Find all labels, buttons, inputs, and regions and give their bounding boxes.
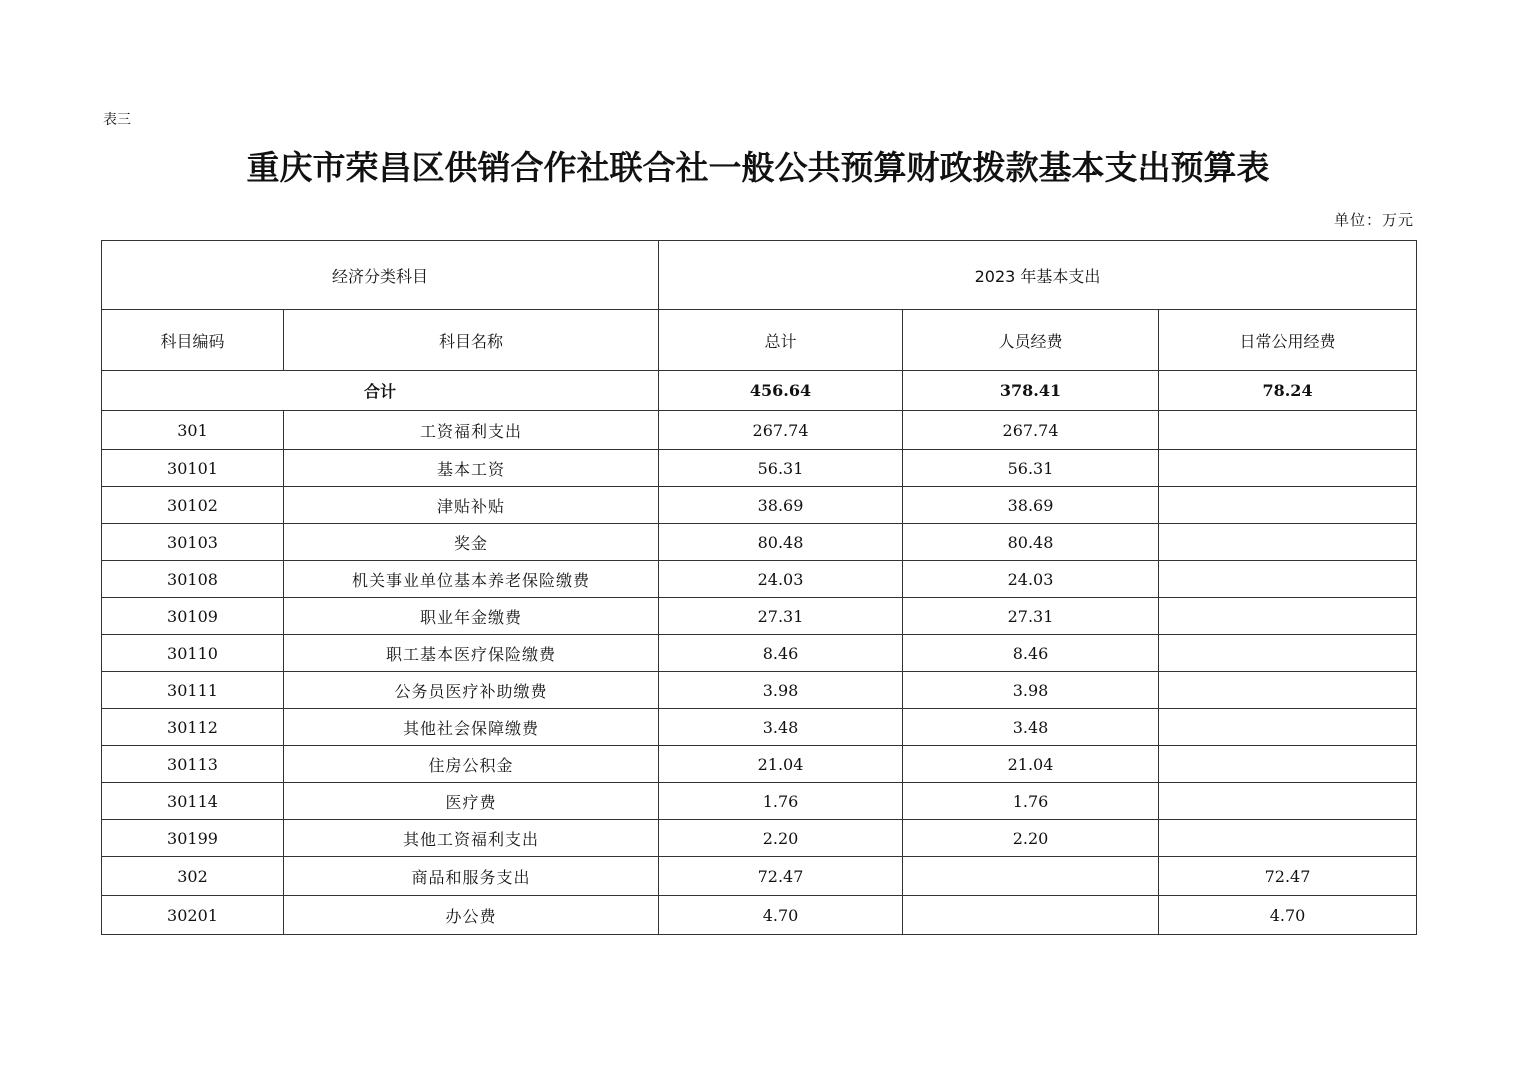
row-personnel: 38.69 <box>903 487 1159 524</box>
row-subject-code: 301 <box>102 411 284 450</box>
table-row <box>102 820 1417 857</box>
row-total: 56.31 <box>659 450 903 487</box>
table-number-label: 表三 <box>103 112 131 128</box>
header-subject-name: 科目名称 <box>284 310 659 371</box>
total-amount: 456.64 <box>659 371 903 411</box>
row-personnel: 24.03 <box>903 561 1159 598</box>
table-row <box>102 524 1417 561</box>
row-personnel: 56.31 <box>903 450 1159 487</box>
row-public <box>1159 561 1417 598</box>
row-public <box>1159 783 1417 820</box>
row-public: 4.70 <box>1159 896 1417 935</box>
row-subject-name: 奖金 <box>284 524 659 561</box>
row-subject-name: 其他社会保障缴费 <box>284 709 659 746</box>
row-subject-name: 医疗费 <box>284 783 659 820</box>
unit-label: 单位：万元 <box>1333 211 1414 229</box>
row-subject-name: 机关事业单位基本养老保险缴费 <box>284 561 659 598</box>
row-total: 1.76 <box>659 783 903 820</box>
row-subject-code: 30111 <box>102 672 284 709</box>
budget-table <box>101 240 1417 935</box>
row-personnel: 267.74 <box>903 411 1159 450</box>
row-subject-code: 30201 <box>102 896 284 935</box>
total-public: 78.24 <box>1159 371 1417 411</box>
row-total: 21.04 <box>659 746 903 783</box>
row-public <box>1159 450 1417 487</box>
row-public <box>1159 635 1417 672</box>
row-personnel: 3.98 <box>903 672 1159 709</box>
row-public <box>1159 820 1417 857</box>
table-row <box>102 783 1417 820</box>
row-subject-name: 工资福利支出 <box>284 411 659 450</box>
row-total: 3.48 <box>659 709 903 746</box>
row-subject-code: 302 <box>102 857 284 896</box>
row-subject-name: 津贴补贴 <box>284 487 659 524</box>
row-total: 4.70 <box>659 896 903 935</box>
table-row <box>102 635 1417 672</box>
header-subject-code: 科目编码 <box>102 310 284 371</box>
row-public <box>1159 598 1417 635</box>
row-subject-name: 住房公积金 <box>284 746 659 783</box>
row-public <box>1159 411 1417 450</box>
row-total: 72.47 <box>659 857 903 896</box>
row-public <box>1159 709 1417 746</box>
row-public <box>1159 524 1417 561</box>
row-public <box>1159 746 1417 783</box>
table-row <box>102 672 1417 709</box>
row-subject-code: 30103 <box>102 524 284 561</box>
table-row <box>102 746 1417 783</box>
header-row-columns <box>102 310 1417 371</box>
row-personnel: 1.76 <box>903 783 1159 820</box>
row-total: 8.46 <box>659 635 903 672</box>
header-total: 总计 <box>659 310 903 371</box>
row-subject-name: 职工基本医疗保险缴费 <box>284 635 659 672</box>
row-subject-name: 基本工资 <box>284 450 659 487</box>
header-personnel-expense: 人员经费 <box>903 310 1159 371</box>
header-public-expense: 日常公用经费 <box>1159 310 1417 371</box>
header-basic-expenditure-2023: 2023 年基本支出 <box>659 241 1417 310</box>
row-subject-code: 30199 <box>102 820 284 857</box>
header-economic-category: 经济分类科目 <box>102 241 659 310</box>
total-label: 合计 <box>102 371 659 411</box>
row-subject-code: 30114 <box>102 783 284 820</box>
row-personnel: 27.31 <box>903 598 1159 635</box>
row-subject-name: 办公费 <box>284 896 659 935</box>
row-personnel: 80.48 <box>903 524 1159 561</box>
row-personnel <box>903 857 1159 896</box>
row-total: 267.74 <box>659 411 903 450</box>
row-subject-code: 30110 <box>102 635 284 672</box>
row-subject-name: 职业年金缴费 <box>284 598 659 635</box>
document-title: 重庆市荣昌区供销合作社联合社一般公共预算财政拨款基本支出预算表 <box>246 148 1270 187</box>
row-personnel: 2.20 <box>903 820 1159 857</box>
row-personnel: 21.04 <box>903 746 1159 783</box>
table-row <box>102 450 1417 487</box>
row-total: 24.03 <box>659 561 903 598</box>
row-total: 3.98 <box>659 672 903 709</box>
row-personnel: 8.46 <box>903 635 1159 672</box>
row-subject-code: 30101 <box>102 450 284 487</box>
table-row <box>102 487 1417 524</box>
row-subject-code: 30102 <box>102 487 284 524</box>
row-public <box>1159 672 1417 709</box>
budget-table-body <box>102 241 1417 935</box>
row-personnel: 3.48 <box>903 709 1159 746</box>
row-total: 27.31 <box>659 598 903 635</box>
row-public <box>1159 487 1417 524</box>
row-public: 72.47 <box>1159 857 1417 896</box>
row-total: 38.69 <box>659 487 903 524</box>
row-subject-name: 其他工资福利支出 <box>284 820 659 857</box>
table-row <box>102 561 1417 598</box>
row-subject-code: 30113 <box>102 746 284 783</box>
row-total: 80.48 <box>659 524 903 561</box>
row-subject-name: 公务员医疗补助缴费 <box>284 672 659 709</box>
table-row <box>102 598 1417 635</box>
total-row <box>102 371 1417 411</box>
row-subject-name: 商品和服务支出 <box>284 857 659 896</box>
table-row <box>102 709 1417 746</box>
table-row <box>102 896 1417 935</box>
row-subject-code: 30109 <box>102 598 284 635</box>
row-personnel <box>903 896 1159 935</box>
table-row <box>102 857 1417 896</box>
row-subject-code: 30108 <box>102 561 284 598</box>
header-row-group <box>102 241 1417 310</box>
total-personnel: 378.41 <box>903 371 1159 411</box>
row-subject-code: 30112 <box>102 709 284 746</box>
table-row <box>102 411 1417 450</box>
row-total: 2.20 <box>659 820 903 857</box>
